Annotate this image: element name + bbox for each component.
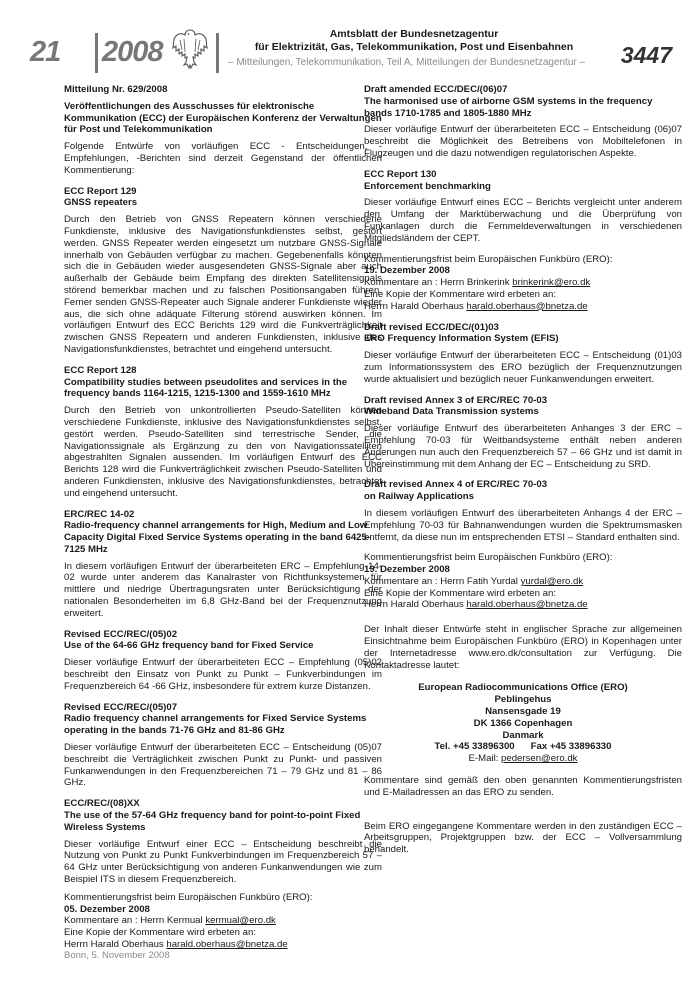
section-subtitle: GNSS repeaters	[64, 197, 138, 209]
right-column	[364, 84, 682, 856]
section-title: ECC Report 130	[364, 168, 437, 180]
section-title: Revised ECC/REC/(05)02	[64, 628, 178, 640]
address-email	[364, 753, 682, 765]
copy-recipient-label: Herrn Harald Oberhaus	[64, 939, 167, 950]
address-line: Peblingehus	[494, 694, 552, 706]
copy-email-link[interactable]: harald.oberhaus@bnetza.de	[466, 300, 588, 312]
comment-email-link[interactable]: kermual@ero.dk	[205, 915, 276, 927]
address-line: Danmark	[502, 729, 544, 741]
section-subtitle: – Mitteilungen, Telekommunikation, Teil A, Mitteilungen der Bundesnetzagentur –	[228, 57, 586, 68]
section-subtitle: Radio frequency channel arrangements for Fixed Service Systems operating in the bands 71-76 GHz and 81-86 GHz	[64, 713, 367, 737]
section-title: Revised ECC/REC/(05)07	[64, 701, 178, 713]
gazette-title: Amtsblatt der Bundesnetzagentur	[329, 28, 499, 40]
section-subtitle: Enforcement benchmarking	[364, 180, 491, 192]
section-title: ECC Report 128	[64, 364, 137, 376]
copy-email-link[interactable]: harald.oberhaus@bnetza.de	[166, 939, 288, 950]
copy-request: Eine Kopie der Kommentare wird erbeten an:	[364, 288, 556, 300]
section-ecc-dec-01-03	[364, 322, 682, 386]
section-subtitle: The harmonised use of airborne GSM systems in the frequency bands 1710-1785 and 1805-1880 MHz	[364, 95, 653, 119]
section-body: Dieser vorläufige Entwurf der überarbeiteten ECC – Entscheidung (05)07 beschreibt die Verträglichkeit zwischen Punkt zu Punkt- und passiven Funkanwendungen in den Frequenzbereichen 71 – 79 GHz und 81 – 86 GHz.	[64, 742, 382, 789]
copy-request: Eine Kopie der Kommentare wird erbeten an:	[364, 587, 556, 599]
section-ecc-dec-06-07	[364, 84, 682, 160]
section-body: Dieser vorläufige Entwurf einer ECC – Entscheidung beschreibt die Nutzung von Punkt zu Punkt Funkverbindungen im Frequenzbereich 57 – 64 GHz unter Berücksichtigung von anderen Funkanwendungen wie zum Beispiel ITS in diesem Frequenzbereich.	[64, 838, 382, 886]
notice-intro: Folgende Entwürfe von vorläufigen ECC - Entscheidungen, -Empfehlungen, -Berichten sind derzeit Gegenstand der öffentlichen Kommentierung:	[64, 141, 382, 176]
copy-recipient	[364, 301, 682, 313]
section-body: Dieser vorläufige Entwurf der überarbeiteten ECC – Entscheidung (01)03 zum Informationssystem des ERO bezüglich der Frequenznutzungen wurde aktualisiert und bezüglich neuer Funkanwendungen erweitert.	[364, 350, 682, 385]
section-title: Draft revised Annex 4 of ERC/REC 70-03	[364, 479, 548, 491]
section-subtitle: Use of the 64-66 GHz frequency band for Fixed Service	[64, 640, 314, 652]
address-email-label: E-Mail:	[468, 753, 502, 765]
deadline-date: 05. Dezember 2008	[64, 903, 150, 915]
copy-recipient-label: Herrn Harald Oberhaus	[364, 599, 467, 611]
section-body: Dieser vorläufige Entwurf eines ECC – Berichts vergleicht unter anderem den Umfang der Marktüberwachung und die Überprüfung von Funkanlagen durch die Fernmeldeverwaltungen in verschiedenen Mitgliedsländern der CEPT.	[364, 197, 682, 244]
copy-email-link[interactable]: harald.oberhaus@bnetza.de	[466, 599, 588, 611]
address-line: DK 1366 Copenhagen	[473, 717, 573, 729]
page-number: 3447	[620, 42, 672, 68]
section-title: Draft revised Annex 3 of ERC/REC 70-03	[364, 394, 548, 406]
section-ecc-report-130	[364, 169, 682, 245]
section-subtitle: Radio-frequency channel arrangements for High, Medium and Low Capacity Digital Fixed Service Systems operating in the band 6425-7125 MHz	[64, 520, 371, 555]
section-title: ERC/REC 14-02	[64, 508, 135, 520]
section-ecc-rec-05-02	[64, 629, 382, 693]
notice-title: Mitteilung Nr. 629/2008	[64, 84, 168, 95]
section-title: Draft amended ECC/DEC/(06)07	[364, 84, 508, 95]
address-organization: European Radiocommunications Office (ERO)	[418, 682, 628, 694]
closing-paragraph: Kommentare sind gemäß den oben genannten Kommentierungsfristen und E-Mailadressen an das ERO zu senden.	[364, 775, 682, 798]
comment-email-link[interactable]: yurdal@ero.dk	[520, 575, 584, 587]
deadline-label: Kommentierungsfrist beim Europäischen Funkbüro (ERO):	[364, 552, 613, 564]
comment-email-link[interactable]: brinkerink@ero.dk	[512, 277, 591, 289]
section-body: Dieser vorläufige Entwurf des überarbeiteten Anhanges 3 der ERC – Empfehlung 70-03 für Weitbandsysteme enthält neben anderen Änderungen nun auch den Frequenzbereich 57 – 66 GHz und ist damit in Übereinstimmung mit dem Anhang der EC – Entscheidung zu SRD.	[364, 423, 682, 470]
info-section	[364, 624, 682, 671]
comment-recipient	[364, 277, 682, 289]
section-title: Draft revised ECC/DEC/(01)03	[364, 321, 499, 333]
contact-address	[364, 682, 682, 765]
section-subtitle: Compatibility studies between pseudolites and services in the frequency bands 1164-1215, 1215-1300 and 1559-1610 MHz	[64, 376, 348, 400]
deadline-label: Kommentierungsfrist beim Europäischen Funkbüro (ERO):	[64, 891, 313, 903]
left-column	[64, 84, 382, 951]
comment-recipient-label: Kommentare an : Herrn Kermual	[64, 915, 206, 927]
comment-recipient	[364, 576, 682, 588]
comment-recipient-label: Kommentare an : Herrn Brinkerink	[364, 277, 513, 289]
section-body: Dieser vorläufige Entwurf der überarbeiteten ECC – Empfehlung (05)02 beschreibt den Einsatz von Punkt zu Punkt – Funkverbindungen im Frequenzbereich 64 -66 GHz, insbesondere für extrem kurze Distanzen.	[64, 657, 382, 692]
notice-section	[64, 84, 382, 177]
section-ecc-rec-05-07	[64, 702, 382, 790]
comment-deadline-block	[364, 552, 682, 611]
comment-deadline-block	[64, 892, 382, 951]
section-annex-4	[364, 479, 682, 543]
section-ecc-report-129	[64, 186, 382, 356]
info-text: Der Inhalt dieser Entwürfe steht in englischer Sprache zur allgemeinen Einsichtnahme beim Europäischen Funkbüro (ERO) in Kopenhagen unter der Internetadresse www.ero.dk/consultation zur Verfügung. Die Kontaktadresse lautet:	[364, 624, 682, 671]
section-body: Durch den Betrieb von GNSS Repeatern können verschiedene Funkdienste, inklusive des Navigationsfunkdienstes selbst, gestört werden. GNSS Repeater werden eingesetzt um nutzbare GNSS-Signale innerhalb von Gebäuden verfügbar zu machen. Gegebenenfalls könnten sich die in Gebäuden wieder ausgesendeten GNSS-Signale aber auch außerhalb der Gebäude beim Empfang des direkten Satellitensignals störend bemerkbar machen und zu falschen Positionsangaben führen. Ferner senden GNSS-Repeater auch Signale anderer Funkdienste wieder aus, die sich ohne adäquate Filterung störend auswirken können. Im vorläufigen Entwurf des ECC Berichts 129 wird die Funkverträglichkeit zwischen GNSS Repeatern und anderen Funkdiensten, inklusive des Navigationsfunkdienstes, betrachtet und eingehend untersucht.	[64, 214, 382, 355]
section-subtitle: ERO Frequency Information System (EFIS)	[364, 333, 559, 345]
federal-eagle-icon	[172, 28, 208, 70]
section-body: Dieser vorläufige Entwurf der überarbeiteten ECC – Entscheidung (06)07 beschreibt die Möglichkeit des Betreibens von Mobiltelefonen in Flugzeugen und die dazu notwendigen regulatorischen Aspekte.	[364, 124, 682, 159]
section-title: ECC/REC/(08)XX	[64, 798, 140, 810]
footer-date: Bonn, 5. November 2008	[64, 950, 170, 961]
section-subtitle: The use of the 57-64 GHz frequency band for point-to-point Fixed Wireless Systems	[64, 810, 361, 833]
copy-request: Eine Kopie der Kommentare wird erbeten an:	[64, 927, 256, 939]
section-body: In diesem vorläufigen Entwurf des überarbeiteten Anhangs 4 der ERC – Empfehlung 70-03 für Bahnanwendungen wurden die Spektrumsmasken entfernt, da diese nun im entsprechenden ETSI – Standard enthalten sind.	[364, 507, 682, 543]
address-email-link[interactable]: pedersen@ero.dk	[501, 753, 578, 765]
copy-recipient	[364, 599, 682, 611]
section-ecc-report-128	[64, 365, 382, 500]
deadline-label: Kommentierungsfrist beim Europäischen Funkbüro (ERO):	[364, 253, 613, 265]
deadline-date: 19. Dezember 2008	[364, 265, 450, 277]
comment-deadline-block	[364, 254, 682, 313]
copy-recipient-label: Herrn Harald Oberhaus	[364, 300, 467, 312]
address-line: Nansensgade 19	[485, 706, 561, 718]
section-ecc-rec-08-xx	[64, 798, 382, 886]
deadline-date: 19. Dezember 2008	[364, 564, 450, 576]
comment-recipient	[64, 915, 382, 927]
section-subtitle: Wideband Data Transmission systems	[364, 406, 539, 418]
section-body: Durch den Betrieb von unkontrollierten Pseudo-Satelliten können verschiedene Funkdienste, inklusive des Navigationsfunkdienstes selbst, gestört werden. Pseudo-Satelliten sind terrestrische Sender, die Navigationssignale als Ergänzung zu den von Navigationssatelliten abgestrahlten Signalen aussenden. Im vorläufigen Entwurf des ECC Berichts 128 wird die Funkverträglichkeit zwischen Pseudo-Satelliten und anderen Funkdiensten, inklusive des Navigationsfunkdienstes, betrachtet und eingehend untersucht.	[64, 405, 382, 499]
address-phone-fax: Tel. +45 33896300 Fax +45 33896330	[434, 741, 612, 753]
issue-number: 21	[30, 36, 61, 68]
section-body: In diesem vorläufigen Entwurf der überarbeiteten ERC – Empfehlung 14-02 wurde unter anderem das Kanalraster von Richtfunksystemen für mittlere und niedrige Übertragungsraten unter Berücksichtigung der nationalen Besonderheiten im 6,8 GHz-Band bei der Frequenznutzung erweitert.	[64, 560, 382, 619]
section-title: ECC Report 129	[64, 185, 137, 197]
section-annex-3	[364, 395, 682, 471]
header-divider	[95, 33, 98, 73]
closing-paragraph: Beim ERO eingegangene Kommentare werden in den zuständigen ECC – Arbeitsgruppen, Projektgruppen bzw. der ECC – Vollversammlung behandelt.	[364, 820, 682, 856]
section-erc-rec-14-02	[64, 509, 382, 620]
comment-recipient-label: Kommentare an : Herrn Fatih Yurdal	[364, 575, 521, 587]
notice-heading: Veröffentlichungen des Ausschusses für elektronische Kommunikation (ECC) der Europäischen Konferenz der Verwaltungen für Post und Telekommunikation	[64, 100, 382, 136]
gazette-subtitle: für Elektrizität, Gas, Telekommunikation, Post und Eisenbahnen	[254, 41, 574, 53]
issue-year: 2008	[102, 36, 163, 68]
section-subtitle: on Railway Applications	[364, 491, 474, 503]
